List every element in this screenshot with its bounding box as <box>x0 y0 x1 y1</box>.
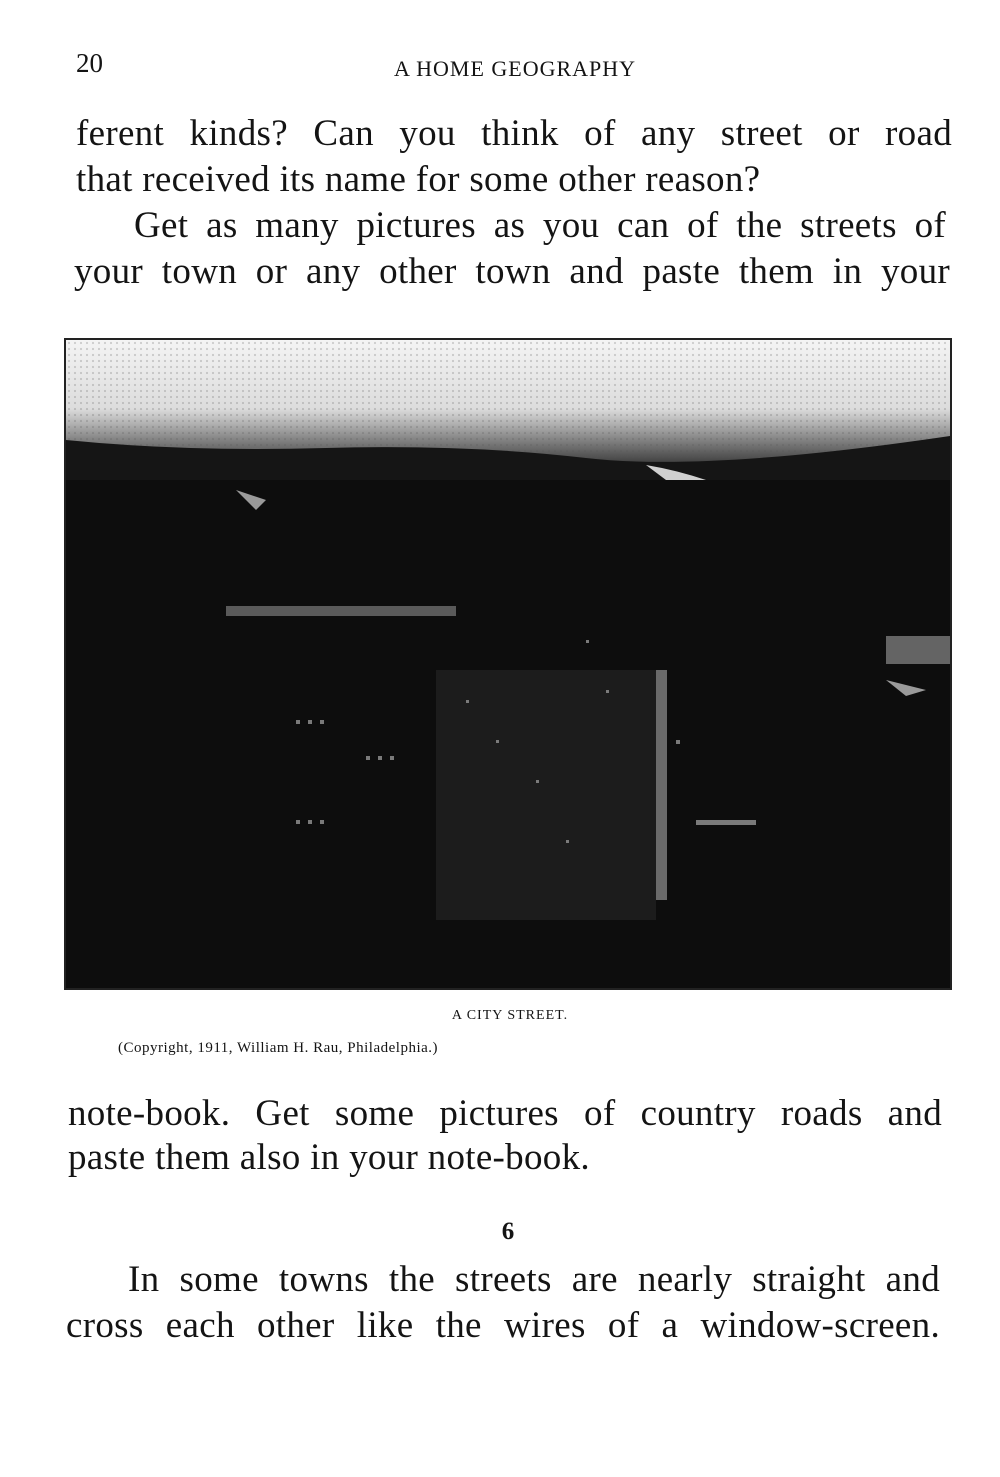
paragraph-3-line-2: paste them also in your note-book. <box>68 1137 590 1178</box>
paragraph-4-line-2: cross each other like the wires of a window-screen. <box>66 1305 940 1346</box>
city-street-photo <box>64 338 952 990</box>
paragraph-3-line-1: note-book. Get some pictures of country roads and <box>68 1093 942 1134</box>
paragraph-2-line-2: your town or any other town and paste them in your <box>74 251 950 292</box>
paragraph-1-line-1: ferent kinds? Can you think of any street or road <box>76 113 952 154</box>
figure-caption: A CITY STREET. <box>451 1008 569 1023</box>
paragraph-1-line-2: that received its name for some other reason? <box>76 159 761 200</box>
page-number: 20 <box>76 48 103 78</box>
figure-credit: (Copyright, 1911, William H. Rau, Philadelphia.) <box>118 1040 439 1056</box>
running-title: A HOME GEOGRAPHY <box>393 56 637 81</box>
paragraph-4-line-1: In some towns the streets are nearly straight and <box>128 1259 940 1300</box>
paragraph-2-line-1: Get as many pictures as you can of the streets of <box>134 205 946 246</box>
section-number: 6 <box>501 1218 515 1245</box>
